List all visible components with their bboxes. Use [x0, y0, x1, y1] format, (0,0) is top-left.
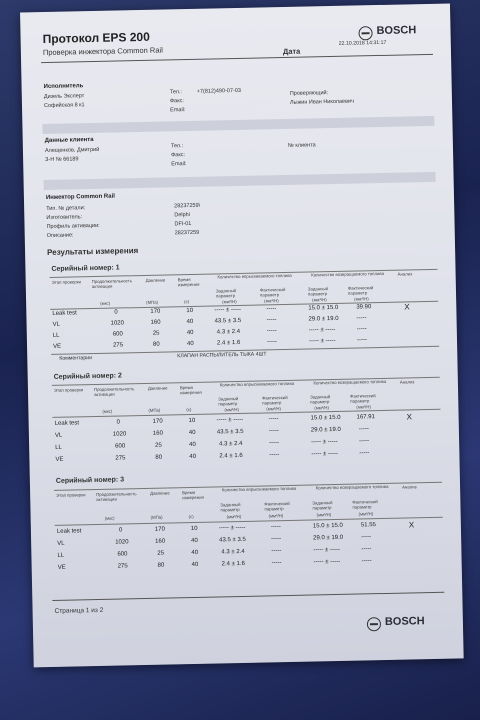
- serial-block-1: [25, 257, 457, 361]
- col-analysis: Анализ: [402, 484, 417, 490]
- cell-inj-actual: -----: [271, 548, 282, 555]
- col-analysis: Анализ: [399, 379, 415, 385]
- cell-ret-actual: -----: [356, 315, 367, 322]
- cell-ret-set: 29.0 ± 19.0: [313, 534, 344, 542]
- cell-stage: Leak test: [52, 310, 77, 317]
- cell-duration: 275: [115, 455, 126, 462]
- cell-inj-actual: -----: [266, 317, 277, 324]
- cell-inj-actual: -----: [271, 560, 282, 567]
- cell-ret-actual: -----: [361, 558, 372, 565]
- footer-rule: [52, 592, 444, 601]
- cell-time: 40: [189, 453, 197, 461]
- unit-flow: (мм³/Н): [268, 513, 284, 519]
- unit-flow: (мм³/Н): [224, 407, 239, 413]
- section-band: [44, 172, 436, 190]
- cell-ret-set: ----- ± -----: [313, 546, 341, 554]
- protocol-sheet: [20, 3, 464, 667]
- unit-flow: (мм³/Н): [314, 405, 329, 411]
- injector-description-label: Описание:: [46, 232, 74, 239]
- inspector-label: Проверяющий:: [289, 90, 329, 97]
- cell-inj-set: 2.4 ± 1.6: [219, 452, 243, 460]
- cell-time: 40: [186, 340, 194, 348]
- cell-ret-set: 15.0 ± 15.0: [310, 414, 341, 422]
- col-returned-group: Количество возвращаемого топлива: [315, 483, 389, 491]
- col-time: Время измерения: [177, 276, 200, 288]
- cell-inj-actual: -----: [268, 428, 279, 435]
- unit-flow: (мм³/Н): [222, 299, 237, 305]
- cell-time: 40: [191, 561, 199, 569]
- comment-label: Комментарии: [59, 355, 93, 362]
- injector-section-title: Инжектор Common Rail: [45, 193, 115, 202]
- cell-inj-set: 2.4 ± 1.6: [216, 339, 241, 347]
- cell-inj-set: ----- ± -----: [218, 524, 246, 532]
- cell-duration: 0: [114, 309, 118, 316]
- cell-pressure: 80: [155, 454, 163, 461]
- cell-time: 40: [188, 429, 196, 437]
- col-ret-actual: Фактический параметр: [352, 499, 378, 510]
- injector-description-value: 28237259: [174, 229, 200, 237]
- cell-inj-actual: -----: [266, 328, 277, 335]
- col-analysis: Анализ: [397, 271, 413, 277]
- cell-duration: 600: [117, 551, 128, 558]
- cell-inj-set: 43.5 ± 3.5: [219, 536, 246, 544]
- cell-inj-actual: -----: [266, 306, 277, 313]
- cell-ret-actual: -----: [361, 534, 372, 541]
- cell-inj-set: ----- ± -----: [216, 416, 244, 424]
- page-title: Протокол EPS 200: [42, 29, 150, 47]
- executor-name: Дизель Эксперт: [43, 93, 85, 101]
- cell-time: 10: [186, 307, 194, 315]
- cell-pressure: 25: [155, 442, 162, 449]
- cell-time: 40: [191, 549, 199, 557]
- col-duration: Продолжительность активации: [91, 278, 133, 290]
- col-inj-set: Заданный параметр: [215, 288, 237, 299]
- cell-stage: VE: [57, 564, 66, 571]
- inspector-value: Лыжин Иван Николаевич: [289, 98, 355, 106]
- serial-block-2: [28, 365, 460, 469]
- cell-inj-set: 43.5 ± 3.5: [216, 428, 244, 436]
- col-ret-actual: Фактический параметр: [347, 285, 374, 296]
- cell-inj-set: 4.3 ± 2.4: [221, 548, 245, 556]
- cell-ret-actual: -----: [358, 426, 369, 433]
- cell-ret-set: 15.0 ± 15.0: [312, 522, 343, 530]
- col-ret-actual: Фактический параметр: [350, 393, 376, 404]
- cell-pressure: 170: [154, 526, 165, 533]
- serial-title: Серийный номер: 2: [53, 372, 122, 381]
- col-returned-group: Количество возвращаемого топлива: [313, 378, 387, 386]
- cell-duration: 0: [116, 419, 121, 426]
- cell-pressure: 160: [152, 430, 163, 437]
- cell-inj-actual: -----: [269, 452, 280, 459]
- cell-time: 10: [188, 417, 196, 425]
- executor-tel-value: +7(812)490-07-03: [196, 87, 241, 95]
- cell-stage: LL: [52, 332, 60, 339]
- comment-value: КЛАПАН РАСПЫЛИТЕЛЬ ТЫКА 4ШТ: [177, 351, 267, 360]
- unit-flow: (мм³/Н): [354, 296, 369, 302]
- injector-profile-label: Профиль активации:: [46, 222, 100, 230]
- col-time: Время измерения: [179, 384, 202, 396]
- col-injected-group: Количество впрыскиваемого топлива: [217, 272, 292, 280]
- cell-pressure: 25: [152, 330, 160, 337]
- cell-pressure: 80: [157, 562, 165, 569]
- cell-duration: 0: [118, 527, 123, 534]
- cell-duration: 600: [115, 443, 126, 450]
- cell-ret-set: ----- ± -----: [308, 337, 336, 345]
- cell-stage: VE: [52, 343, 62, 350]
- date-label: Дата: [282, 46, 301, 57]
- col-inj-set: Заданный параметр: [218, 396, 239, 407]
- executor-email-label: Email:: [170, 107, 186, 114]
- client-fax-label: Факс:: [171, 152, 186, 159]
- cell-ret-actual: -----: [356, 337, 368, 344]
- injector-maker-value: Delphi: [174, 211, 190, 219]
- unit-flow: (мм³/Н): [356, 404, 371, 410]
- client-name: Алещенков, Дмитрий: [44, 146, 100, 155]
- cell-ret-actual: -----: [361, 546, 372, 553]
- client-number-label: № клиента: [287, 142, 316, 149]
- cell-ret-actual: 167.91: [356, 414, 376, 421]
- bosch-logo-icon: [367, 617, 381, 631]
- executor-tel-label: Тел.:: [169, 89, 183, 96]
- cell-pressure: 25: [157, 550, 165, 557]
- cell-pressure: 160: [155, 538, 166, 545]
- unit-flow: (мм³/Н): [264, 298, 279, 304]
- date-value: 22.10.2018 14:31:17: [338, 39, 387, 47]
- cell-stage: LL: [55, 444, 62, 451]
- section-band: [42, 116, 434, 134]
- cell-duration: 1020: [115, 539, 129, 546]
- cell-stage: VL: [52, 321, 61, 328]
- cell-ret-set: ----- ± -----: [311, 450, 339, 458]
- cell-inj-set: 2.4 ± 1.6: [221, 560, 246, 568]
- unit-flow: (мм³/Н): [226, 513, 242, 520]
- col-time: Время измерения: [182, 489, 204, 501]
- cell-duration: 1020: [110, 320, 125, 327]
- unit-flow: (мм³/Н): [358, 511, 374, 517]
- page-subtitle: Проверка инжектора Common Rail: [42, 45, 163, 58]
- cell-stage: Leak test: [54, 420, 80, 427]
- cell-pressure: 170: [150, 308, 161, 315]
- cell-pressure: 170: [152, 418, 163, 425]
- injector-profile-value: DFI-01: [174, 220, 192, 228]
- col-pressure: Давление: [147, 385, 168, 391]
- cell-ret-set: 29.0 ± 19.0: [308, 315, 339, 323]
- col-duration: Продолжительность активации: [96, 491, 137, 503]
- results-heading: Результаты измерения: [46, 246, 139, 257]
- col-inj-actual: Фактический параметр: [259, 287, 286, 298]
- cell-time: 40: [186, 329, 194, 337]
- col-ret-set: Заданный параметр: [312, 500, 333, 511]
- executor-fax-label: Факс:: [169, 98, 185, 105]
- serial-block-3: [30, 469, 462, 588]
- cell-inj-set: 4.3 ± 2.4: [219, 440, 243, 448]
- cell-stage: VE: [55, 456, 64, 463]
- cell-stage: VL: [54, 432, 63, 439]
- cell-inj-set: 4.3 ± 2.4: [216, 328, 241, 336]
- unit-flow: (мм³/Н): [266, 406, 281, 412]
- cell-time: 40: [186, 318, 194, 326]
- unit-flow: (мм³/Н): [312, 297, 327, 303]
- unit-pressure: (МПа): [150, 514, 163, 520]
- injector-part-value: 28237259\: [174, 202, 201, 210]
- unit-flow: (мм³/Н): [316, 512, 332, 518]
- cell-time: 40: [189, 441, 196, 449]
- col-inj-actual: Фактический параметр: [262, 394, 288, 406]
- unit-time: (с): [184, 299, 190, 305]
- footer-brand-text: BOSCH: [384, 615, 425, 628]
- cell-duration: 275: [117, 563, 128, 570]
- col-injected-group: Количество впрыскиваемого топлива: [219, 380, 295, 388]
- col-injected-group: Количество впрыскиваемого топлива: [221, 485, 297, 493]
- col-stage: Этап проверки: [51, 279, 82, 285]
- cell-inj-actual: -----: [269, 440, 280, 447]
- serial-title: Серийный номер: 1: [51, 264, 120, 273]
- col-inj-actual: Фактический параметр: [264, 500, 290, 512]
- injector-maker-label: Изготовитель:: [46, 214, 83, 221]
- col-pressure: Давление: [145, 277, 166, 283]
- cell-ret-actual: 51.55: [360, 522, 376, 529]
- cell-inj-set: ----- ± -----: [214, 306, 241, 314]
- cell-duration: 275: [112, 342, 124, 349]
- cell-ret-set: ----- ± -----: [311, 438, 338, 446]
- client-vin: З-Н № 66189: [45, 156, 79, 164]
- cell-ret-set: 15.0 ± 15.0: [308, 304, 339, 312]
- cell-ret-actual: -----: [356, 326, 367, 333]
- col-returned-group: Количество возвращаемого топлива: [311, 270, 385, 278]
- client-email-label: Email:: [171, 161, 187, 168]
- cell-pressure: 160: [150, 319, 161, 326]
- cell-inj-actual: -----: [271, 536, 282, 543]
- cell-inj-actual: -----: [266, 339, 278, 346]
- cell-ret-actual: 39.90: [356, 304, 372, 311]
- fail-mark-icon: X: [406, 412, 413, 422]
- cell-duration: 600: [112, 331, 123, 338]
- client-section-title: Данные клиента: [44, 136, 94, 145]
- unit-time: (с): [188, 513, 194, 520]
- executor-address: Софийская 8 к1: [43, 102, 85, 110]
- unit-pressure: (МПа): [148, 407, 161, 413]
- cell-stage: LL: [57, 552, 65, 559]
- injector-part-label: Тип. № детали:: [46, 205, 86, 212]
- client-tel-label: Тел.:: [170, 143, 184, 150]
- cell-inj-actual: -----: [268, 416, 279, 423]
- cell-time: 40: [191, 537, 198, 545]
- col-ret-set: Заданный параметр: [310, 394, 331, 405]
- col-stage: Этап проверки: [56, 492, 86, 498]
- unit-time: (с): [186, 407, 192, 413]
- cell-ret-actual: -----: [359, 450, 370, 457]
- fail-mark-icon: X: [404, 302, 410, 312]
- cell-inj-set: 43.5 ± 3.5: [214, 317, 242, 325]
- brand-logo-text: BOSCH: [376, 24, 417, 38]
- col-stage: Этап проверки: [53, 387, 84, 393]
- col-pressure: Давление: [150, 490, 170, 496]
- bosch-logo-icon: [358, 26, 372, 40]
- serial-title: Серийный номер: 3: [55, 476, 125, 485]
- cell-ret-set: ----- ± -----: [308, 326, 336, 334]
- unit-duration: (мкс): [102, 408, 113, 414]
- cell-stage: VL: [57, 540, 65, 547]
- col-ret-set: Заданный параметр: [307, 286, 329, 297]
- fail-mark-icon: X: [408, 520, 415, 530]
- col-duration: Продолжительность активации: [93, 386, 135, 398]
- cell-duration: 1020: [112, 431, 127, 438]
- cell-time: 10: [190, 525, 198, 533]
- cell-inj-actual: -----: [270, 524, 281, 531]
- unit-duration: (мкс): [104, 515, 115, 521]
- cell-ret-set: ----- ± -----: [313, 558, 341, 566]
- executor-section-title: Исполнитель: [43, 83, 84, 91]
- cell-ret-set: 29.0 ± 19.0: [310, 426, 341, 434]
- unit-pressure: (МПа): [146, 299, 159, 305]
- page-number: Страница 1 из 2: [54, 606, 104, 615]
- cell-ret-actual: -----: [359, 438, 370, 445]
- cell-pressure: 80: [152, 341, 160, 348]
- cell-stage: Leak test: [56, 528, 82, 535]
- unit-duration: (мкс): [100, 300, 111, 306]
- col-inj-set: Заданный параметр: [220, 501, 241, 513]
